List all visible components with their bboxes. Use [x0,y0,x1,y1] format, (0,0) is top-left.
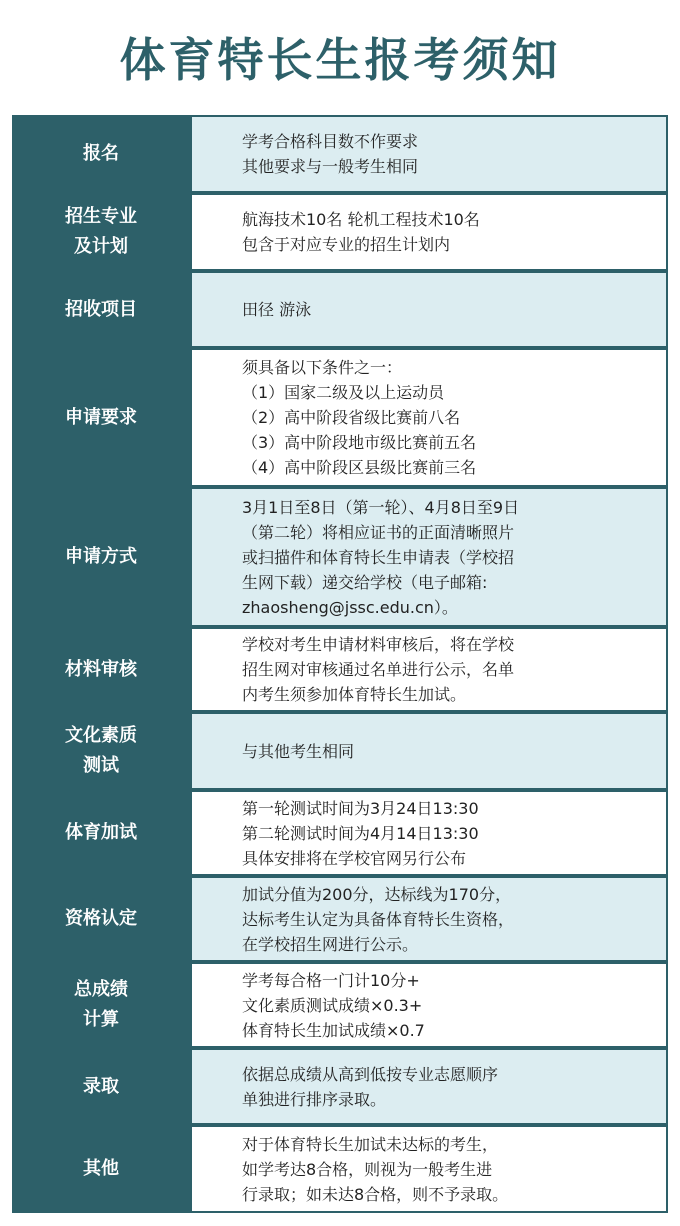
row-content [192,878,666,960]
row-label [12,712,190,790]
content-line: 在学校招生网进行公示。 [242,934,419,954]
row-label-text: 总成绩 [74,979,128,1000]
content-line: 文化素质测试成绩×0.3+ [242,995,423,1015]
content-line: 第一轮测试时间为3月24日13:30 [242,798,479,818]
content-line: 航海技术10名 轮机工程技术10名 [242,210,480,229]
content-line: 其他要求与一般考生相同 [242,157,419,176]
content-line: 单独进行排序录取。 [242,1089,387,1109]
notice-table [12,115,668,1213]
table-row-majors-plan [12,193,668,271]
row-content [192,792,666,874]
content-line: 与其他考生相同 [242,741,355,761]
content-line: 包含于对应专业的招生计划内 [242,235,451,254]
content-line: 具体安排将在学校官网另行公布 [242,848,467,868]
table-row-admission [12,1048,668,1125]
content-line: （4）高中阶段区县级比赛前三名 [242,458,477,477]
row-content [192,489,666,625]
content-line: 3月1日至8日（第一轮）、4月8日至9日 [242,497,520,517]
row-label [12,627,190,712]
row-label-text: 测试 [83,755,119,776]
content-line: （3）高中阶段地市级比赛前五名 [242,433,477,452]
row-label-text: 其他 [83,1158,119,1179]
content-line: 生网下载）递交给学校（电子邮箱: [242,572,488,592]
row-label [12,1048,190,1125]
content-line: 田径 游泳 [242,300,312,319]
table-row-material-review [12,627,668,712]
table-row-total-score [12,962,668,1048]
row-label-text: 及计划 [74,236,128,257]
row-content [192,350,666,485]
row-label [12,876,190,962]
row-label [12,271,190,348]
row-label-text: 文化素质 [65,725,137,746]
row-label-text: 资格认定 [65,908,137,929]
content-line: 达标考生认定为具备体育特长生资格， [242,909,515,929]
content-line: 如学考达8合格，则视为一般考生进 [242,1159,493,1179]
content-line: 学校对考生申请材料审核后，将在学校 [242,635,515,654]
content-line: 第二轮测试时间为4月14日13:30 [242,823,479,843]
row-label-text: 报名 [83,143,119,164]
content-line: 须具备以下条件之一： [242,358,403,377]
row-content [192,117,666,191]
row-content [192,629,666,710]
content-line: zhaosheng@jssc.edu.cn）。 [242,597,458,617]
content-line: 招生网对审核通过名单进行公示，名单 [242,660,515,679]
table-row-qualification [12,876,668,962]
row-label-text: 录取 [83,1075,119,1097]
row-label [12,790,190,876]
content-line: 或扫描件和体育特长生申请表（学校招 [242,547,515,567]
row-label-text: 申请方式 [65,546,137,567]
row-label-text: 体育加试 [65,822,137,843]
table-row-application-method [12,487,668,627]
row-label-text: 招收项目 [65,298,137,320]
content-line: 学考合格科目数不作要求 [242,132,419,151]
row-content [192,195,666,269]
content-line: 体育特长生加试成绩×0.7 [242,1020,425,1040]
row-label [12,115,190,193]
row-content [192,273,666,346]
row-content [192,1050,666,1123]
row-label-text: 计算 [83,1009,119,1030]
table-row-sports-events [12,271,668,348]
content-line: （1）国家二级及以上运动员 [242,383,445,402]
row-label [12,1125,190,1213]
content-line: 对于体育特长生加试未达标的考生， [242,1134,499,1154]
content-line: 加试分值为200分，达标线为170分， [242,884,512,904]
row-content [192,714,666,788]
content-line: 内考生须参加体育特长生加试。 [242,685,467,704]
row-label [12,962,190,1048]
row-label [12,348,190,487]
content-line: 行录取；如未达8合格，则不予录取。 [242,1184,509,1204]
row-label-text: 招生专业 [65,206,137,227]
row-content [192,1127,666,1211]
table-row-registration [12,115,668,193]
table-row-other [12,1125,668,1213]
content-line: （2）高中阶段省级比赛前八名 [242,408,461,427]
row-label-text: 材料审核 [65,658,137,680]
row-label [12,487,190,627]
content-line: 学考每合格一门计10分+ [242,970,420,990]
table-row-application-requirements [12,348,668,487]
table-row-cultural-test [12,712,668,790]
table-row-sports-test [12,790,668,876]
content-line: （第二轮）将相应证书的正面清晰照片 [242,522,515,542]
row-label [12,193,190,271]
row-content [192,964,666,1046]
row-label-text: 申请要求 [65,406,137,428]
content-line: 依据总成绩从高到低按专业志愿顺序 [242,1064,499,1084]
page-title: 体育特长生报考须知 [119,33,561,87]
